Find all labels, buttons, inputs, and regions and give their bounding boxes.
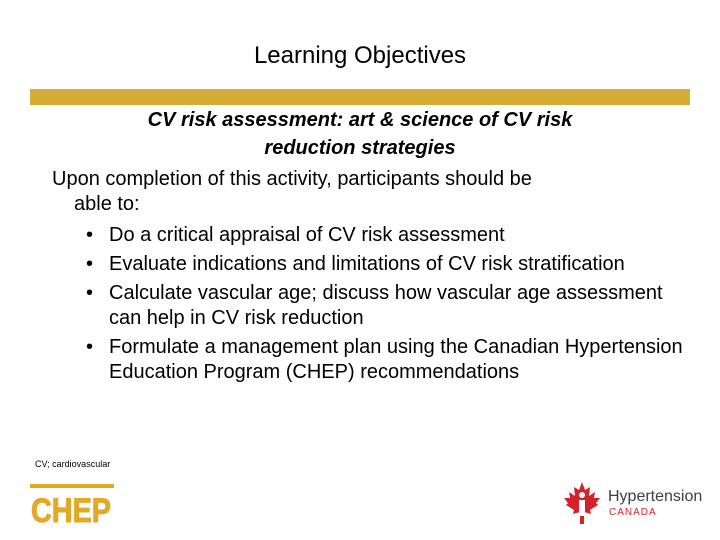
intro-line-1: Upon completion of this activity, participants should be xyxy=(52,168,532,190)
objectives-list xyxy=(86,223,686,389)
intro-text xyxy=(52,167,672,217)
objective-item xyxy=(86,252,686,277)
canada-logo-text: CANADA xyxy=(609,507,657,518)
objective-text: Calculate vascular age; discuss how vascular age assessment can help in CV risk reduction xyxy=(109,282,663,329)
bullet-icon: • xyxy=(86,224,94,246)
slide-subtitle xyxy=(0,106,720,162)
footnote: CV; cardiovascular xyxy=(35,459,111,469)
bullet-icon: • xyxy=(86,336,94,358)
accent-bar xyxy=(30,89,690,105)
slide-title: Learning Objectives xyxy=(253,42,467,69)
bullet-icon: • xyxy=(86,282,94,304)
hypertension-logo-text: Hypertension xyxy=(608,488,703,505)
chep-logo-text: CHEP xyxy=(31,492,111,530)
objective-item xyxy=(86,281,686,331)
chep-logo xyxy=(30,484,114,530)
subtitle-line-2: reduction strategies xyxy=(264,137,456,159)
bullet-icon: • xyxy=(86,253,94,275)
objective-text: Evaluate indications and limitations of CV risk stratification xyxy=(109,253,625,275)
objective-text: Formulate a management plan using the Canadian Hypertension Education Program (CHEP) recommendations xyxy=(109,336,683,383)
subtitle-line-1: CV risk assessment: art & science of CV risk xyxy=(147,109,573,131)
objective-item xyxy=(86,223,686,248)
intro-line-2: able to: xyxy=(74,193,140,215)
objective-item xyxy=(86,335,686,385)
objective-text: Do a critical appraisal of CV risk assessment xyxy=(109,224,505,246)
